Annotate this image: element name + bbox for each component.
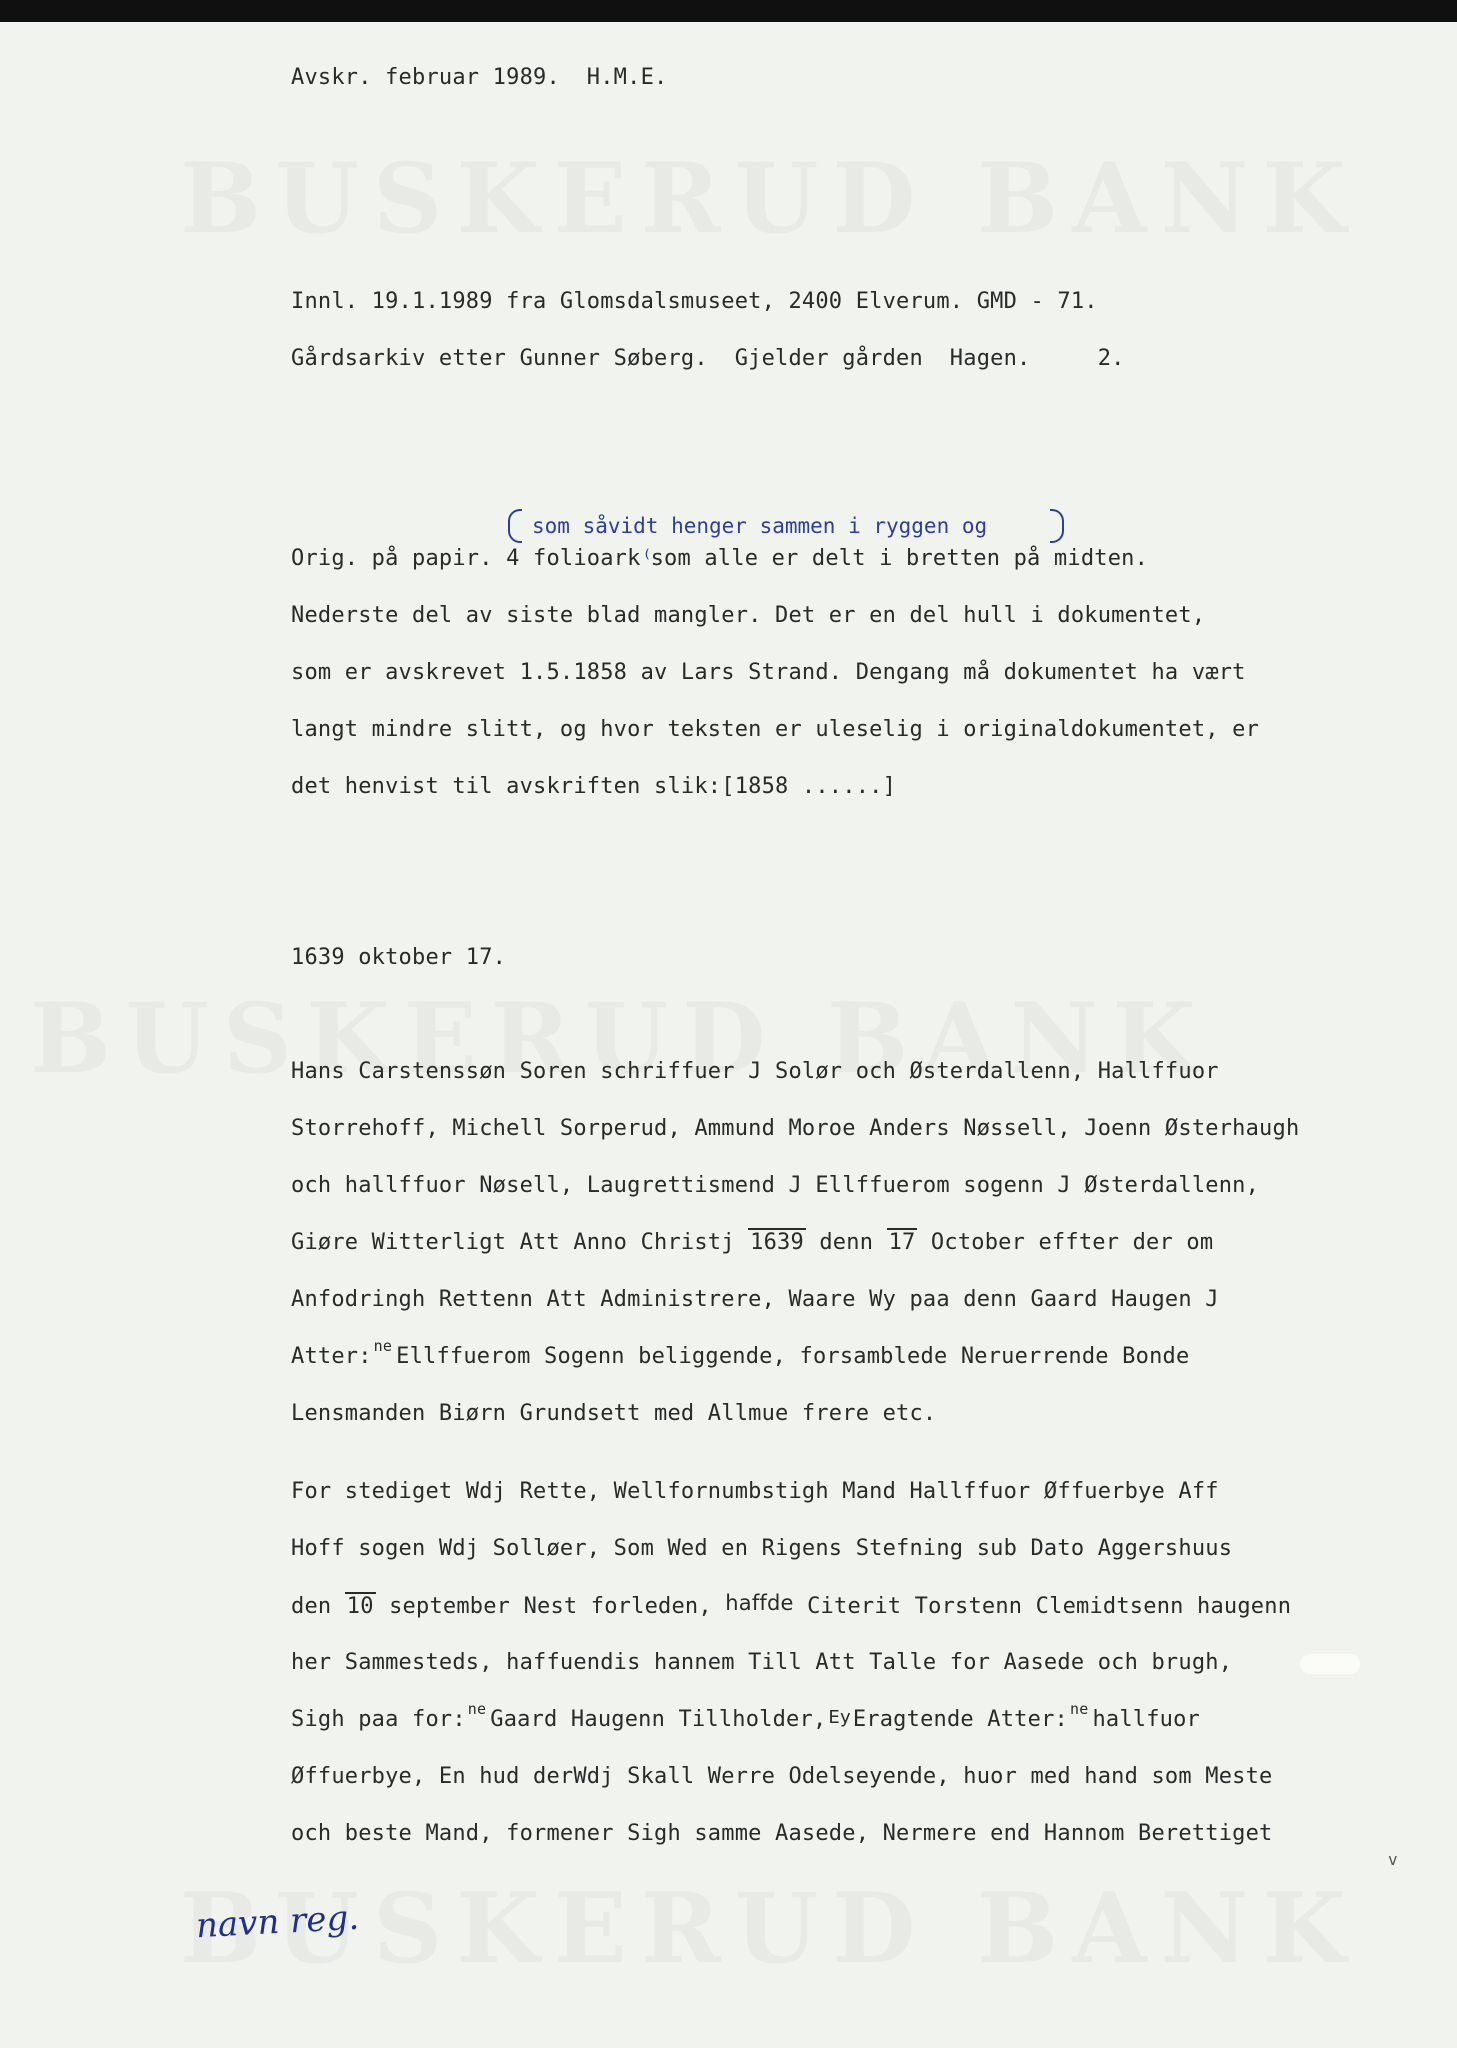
accession-line-2-mark: . [1017, 346, 1031, 371]
paragraph-2-line-3-c: Citerit Torstenn Clemidtsenn haugenn [793, 1594, 1292, 1619]
overlined-year: 1639 [750, 1230, 804, 1255]
paragraph-2-line-5-c: Eragtende Atter: [852, 1707, 1068, 1732]
superscript-ne: ne [373, 1337, 393, 1355]
paragraph-2-line-7: och beste Mand, formener Sigh samme Aasede, Nermere end Hannom Berettiget [291, 1821, 1273, 1846]
accession-item-number: 2. [1097, 346, 1125, 371]
transcript-line-4-c: October effter der om [917, 1230, 1214, 1255]
transcript-line-3: och hallffuor Nøsell, Laugrettismend J Ellffuerom sogenn J Østerdallenn, [291, 1173, 1260, 1198]
watermark-stamp-top [180, 142, 1360, 255]
paragraph-2-line-3-a: den [291, 1594, 345, 1619]
overlined-day-10: 10 [346, 1594, 374, 1619]
accession-line-2 [291, 345, 1125, 373]
paragraph-2-line-5-b: Gaard Haugenn Tillholder, [490, 1707, 827, 1732]
insert-bracket-right [1050, 509, 1064, 543]
description-line-2: Nederste del av siste blad mangler. Det er en del hull i dokumentet, [291, 603, 1206, 628]
description-line-1-after: som alle er delt i bretten på midten. [650, 546, 1149, 571]
transcript-line-6 [291, 1337, 1190, 1372]
document-page [0, 22, 1457, 2048]
paragraph-2-line-4: her Sammesteds, haffuendis hannem Till Att Talle for Aasede och brugh, [291, 1650, 1233, 1675]
transcript-line-7: Lensmanden Biørn Grundsett med Allmue frere etc. [291, 1401, 937, 1426]
paragraph-2-line-5 [291, 1700, 1200, 1735]
description-line-1 [291, 545, 1148, 573]
transcript-line-2: Storrehoff, Michell Sorperud, Ammund Moroe Anders Nøssell, Joenn Østerhaugh [291, 1116, 1300, 1141]
paragraph-2-line-6: Øffuerbye, En hud derWdj Skall Werre Odelseyende, huor med hand som Meste [291, 1764, 1273, 1789]
transcript-line-4 [291, 1229, 1213, 1257]
description-line-5: det henvist til avskriften slik:[1858 ......] [291, 774, 897, 799]
description-line-3: som er avskrevet 1.5.1858 av Lars Strand. Dengang må dokumentet ha vært [291, 660, 1246, 685]
description-line-4: langt mindre slitt, og hvor teksten er uleselig i originaldokumentet, er [291, 717, 1260, 742]
transcript-line-6-b: Ellffuerom Sogenn beliggende, forsamblede Neruerrende Bonde [396, 1344, 1190, 1369]
transcript-line-6-a: Atter: [291, 1344, 372, 1369]
inserted-word-ey: Ey [828, 1707, 851, 1728]
transcript-line-4-b: denn [805, 1230, 887, 1255]
correction-mark [1300, 1654, 1360, 1674]
date-heading: 1639 oktober 17. [291, 945, 507, 970]
margin-tick: v [1388, 1850, 1398, 1869]
paragraph-2-line-5-a: Sigh paa for: [291, 1707, 466, 1732]
paragraph-2-line-1: For stediget Wdj Rette, Wellfornumbstigh Mand Hallffuor Øffuerbye Aff [291, 1479, 1219, 1504]
overlined-day: 17 [888, 1230, 916, 1255]
superscript-ne-1: ne [467, 1700, 487, 1718]
insert-caret: ⁽ [640, 546, 655, 571]
transcript-line-4-a: Giøre Witterligt Att Anno Christj [291, 1230, 749, 1255]
handwritten-insert: som såvidt henger sammen i ryggen og [532, 514, 988, 538]
transcript-line-5: Anfodringh Rettenn Att Administrere, Waare Wy paa denn Gaard Haugen J [291, 1287, 1219, 1312]
superscript-ne-2: ne [1069, 1700, 1089, 1718]
paragraph-2-line-5-d: hallfuor [1092, 1707, 1200, 1732]
paragraph-2-line-3-b: september Nest forleden, [375, 1594, 726, 1619]
transcript-line-1: Hans Carstenssøn Soren schriffuer J Solør och Østerdallenn, Hallffuor [291, 1059, 1219, 1084]
inserted-word-haffde: haffde [725, 1591, 794, 1615]
accession-line-2-text: Gårdsarkiv etter Gunner Søberg. Gjelder gården Hagen [291, 346, 1018, 371]
paragraph-2-line-2: Hoff sogen Wdj Solløer, Som Wed en Rigens Stefning sub Dato Aggershuus [291, 1536, 1233, 1561]
transcription-note: Avskr. februar 1989. H.M.E. [291, 65, 668, 90]
insert-bracket-left [508, 509, 522, 543]
accession-line-1: Innl. 19.1.1989 fra Glomsdalsmuseet, 2400 Elverum. GMD - 71. [291, 289, 1098, 314]
paragraph-2-line-3 [291, 1592, 1291, 1621]
handwritten-margin-note: navn reg. [195, 1897, 360, 1947]
description-line-1-before: Orig. på papir. 4 folioark [291, 546, 641, 571]
